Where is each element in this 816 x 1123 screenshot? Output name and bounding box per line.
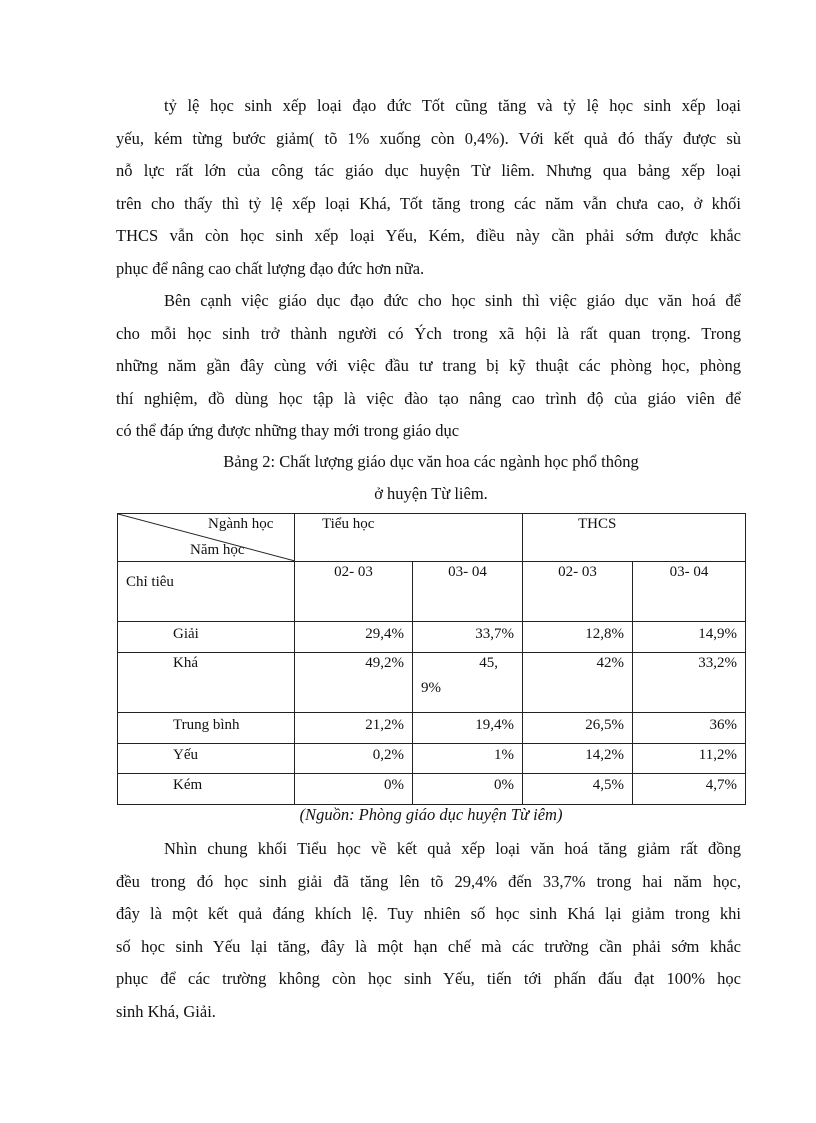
- table-cell: 33,2%: [633, 653, 746, 713]
- header-thcs: THCS: [523, 514, 746, 562]
- row-label: Giải: [118, 622, 295, 653]
- text-line: những năm gần đây cùng với việc đầu tư trang bị kỹ thuật các phòng học, phòng: [116, 356, 741, 375]
- text-line: Bên cạnh việc giáo dục đạo đức cho học sinh thì việc giáo dục văn hoá để: [164, 291, 741, 310]
- header-year: 03- 04: [413, 562, 523, 622]
- table-header-row: [118, 514, 746, 562]
- table-row: [118, 774, 746, 805]
- paragraph-3: [116, 833, 741, 1028]
- header-year: 02- 03: [295, 562, 413, 622]
- text-line: số học sinh Yếu lại tăng, đây là một hạn chế mà các trường cần phải sớm khắc: [116, 936, 741, 956]
- table-row: [118, 713, 746, 744]
- table-cell: 0,2%: [295, 744, 413, 774]
- row-label: Kém: [118, 774, 295, 805]
- text-line: có thể đáp ứng được những thay mới trong giáo dục: [116, 421, 460, 440]
- row-label: Yếu: [118, 744, 295, 774]
- paragraph-2: [116, 285, 741, 448]
- table-year-row: [118, 562, 746, 622]
- header-year: 02- 03: [523, 562, 633, 622]
- text-line: phục để nâng cao chất lượng đạo đức hơn nữa.: [116, 258, 425, 278]
- table-cell-split: [413, 653, 523, 713]
- table-cell: 42%: [523, 653, 633, 713]
- table-row: [118, 744, 746, 774]
- table-cell: 26,5%: [523, 713, 633, 744]
- text-line: đây là một kết quả đáng khích lệ. Tuy nhiên số học sinh Khá lại giảm trong khi: [116, 904, 741, 923]
- table-cell: 45,: [479, 655, 498, 671]
- header-nganh-hoc: Ngành học: [208, 516, 274, 532]
- table-cell: 12,8%: [523, 622, 633, 653]
- table-cell: 19,4%: [413, 713, 523, 744]
- table-caption-line-1: Bảng 2: Chất lượng giáo dục văn hoa các ngành học phổ thông: [223, 452, 639, 471]
- text-line: thí nghiệm, đồ dùng học tập là việc đào tạo nâng cao trình độ của giáo viên để: [116, 388, 741, 408]
- grades-table: [117, 513, 746, 805]
- paragraph-1: [116, 90, 741, 285]
- table-cell: 0%: [413, 774, 523, 805]
- text-line: yếu, kém từng bước giảm( tõ 1% xuống còn 0,4%). Với kết quả đó thấy được sù: [116, 128, 741, 148]
- table-cell: 4,7%: [633, 774, 746, 805]
- header-chi-tieu: Chỉ tiêu: [118, 562, 295, 622]
- table-cell: 14,2%: [523, 744, 633, 774]
- table-row: [118, 622, 746, 653]
- text-line: trên cho thấy thì tỷ lệ xếp loại Khá, Tốt tăng trong các năm vẫn chưa cao, ở khối: [116, 193, 741, 213]
- table-cell: 14,9%: [633, 622, 746, 653]
- table-cell: 36%: [633, 713, 746, 744]
- text-line: THCS vẫn còn học sinh xếp loại Yếu, Kém, điều này cần phải sớm được khắc: [116, 226, 741, 245]
- table-cell: 1%: [413, 744, 523, 774]
- table-cell: 49,2%: [295, 653, 413, 713]
- header-nam-hoc: Năm học: [190, 542, 245, 558]
- text-line: tỷ lệ học sinh xếp loại đạo đức Tốt cũng tăng và tỷ lệ học sinh xếp loại: [164, 96, 741, 115]
- text-line: cho mỗi học sinh trở thành người có Ých trong xã hội là rất quan trọng. Trong: [116, 323, 741, 343]
- header-tieu-hoc: Tiểu học: [295, 514, 523, 562]
- row-label: Khá: [118, 653, 295, 713]
- text-line: Nhìn chung khối Tiểu học về kết quả xếp loại văn hoá tăng giảm rất đồng: [164, 839, 741, 858]
- table-cell: 11,2%: [633, 744, 746, 774]
- table-source: (Nguồn: Phòng giáo dục huyện Từ iêm): [299, 805, 563, 824]
- table-caption-line-2: ở huyện Từ liêm.: [374, 484, 488, 503]
- table-cell: 4,5%: [523, 774, 633, 805]
- table-cell: 0%: [295, 774, 413, 805]
- table-row: [118, 653, 746, 713]
- table-cell: 33,7%: [413, 622, 523, 653]
- text-line: nỗ lực rất lớn của công tác giáo dục huyện Từ liêm. Nhưng qua bảng xếp loại: [116, 161, 741, 180]
- row-label: Trung bình: [118, 713, 295, 744]
- diagonal-header-cell: [118, 514, 295, 562]
- table-cell-continuation: 9%: [421, 680, 441, 696]
- text-line: đều trong đó học sinh giải đã tăng lên tõ 29,4% đến 33,7% trong hai năm học,: [116, 871, 741, 891]
- header-year: 03- 04: [633, 562, 746, 622]
- table-cell: 29,4%: [295, 622, 413, 653]
- text-line: phục để các trường không còn học sinh Yếu, tiến tới phấn đấu đạt 100% học: [116, 969, 741, 988]
- text-line: sinh Khá, Giải.: [116, 1001, 216, 1021]
- table-cell: 21,2%: [295, 713, 413, 744]
